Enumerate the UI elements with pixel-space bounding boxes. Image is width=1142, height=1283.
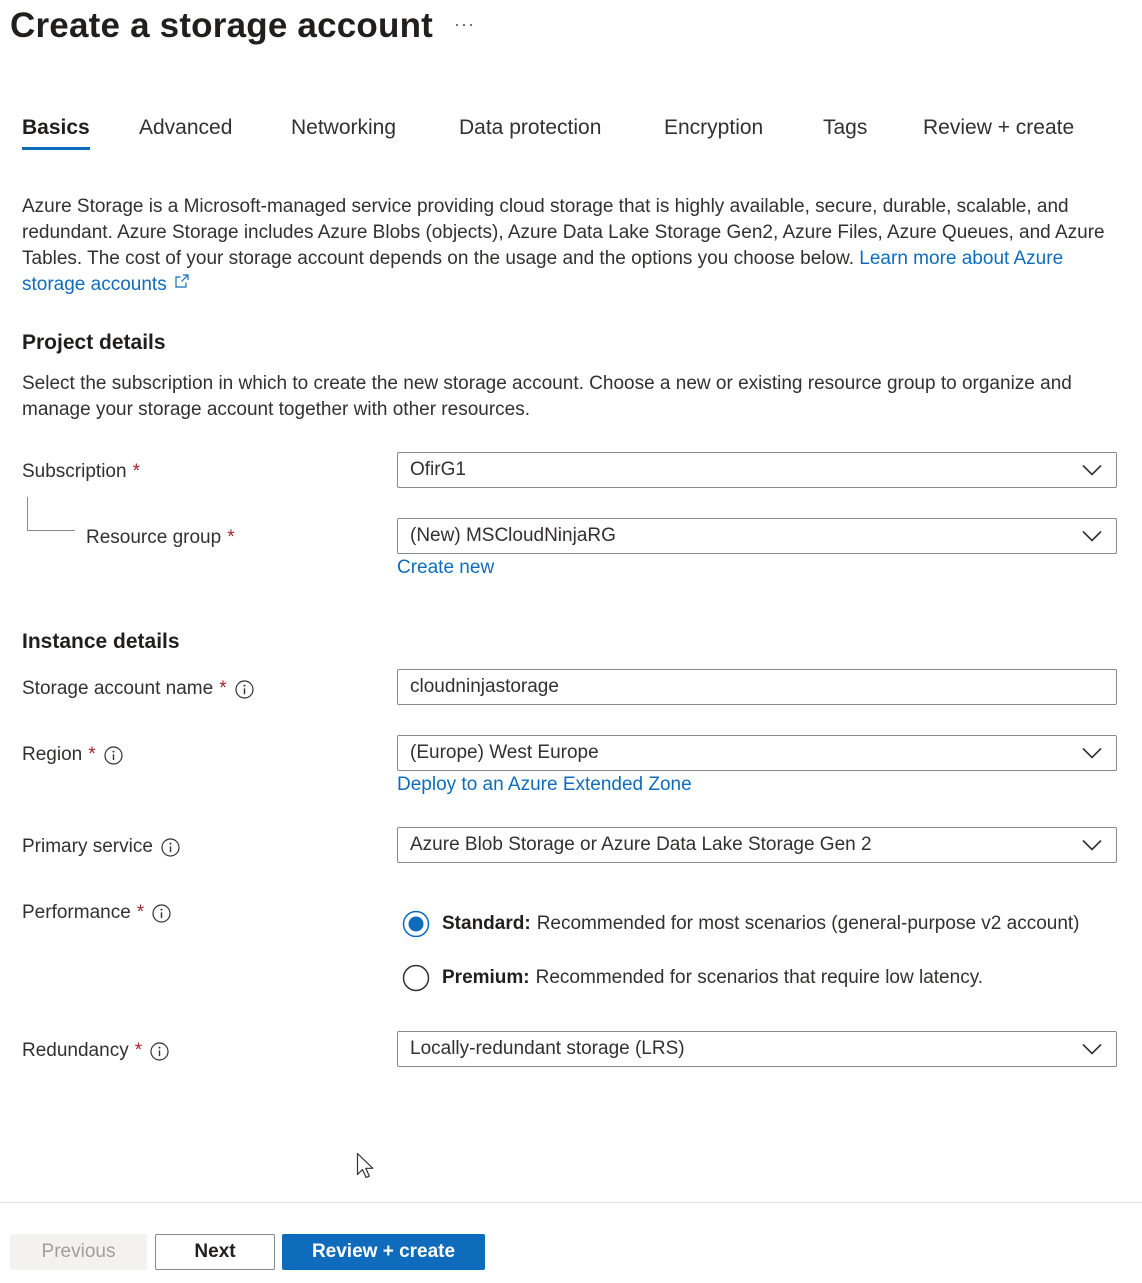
- radio-selected-icon: [402, 910, 430, 938]
- radio-unselected-icon: [402, 964, 430, 992]
- project-details-description: Select the subscription in which to create the new storage account. Choose a new or existing resource group to organize and manage your storage account together with other resources.: [22, 373, 1072, 420]
- resource-group-label: Resource group *: [86, 527, 235, 548]
- primary-service-dropdown[interactable]: Azure Blob Storage or Azure Data Lake Storage Gen 2: [397, 827, 1117, 863]
- more-options-icon[interactable]: ···: [454, 14, 475, 34]
- page-title: Create a storage account: [10, 6, 434, 45]
- performance-premium-radio[interactable]: Premium: Recommended for scenarios that require low latency.: [402, 964, 983, 992]
- chevron-down-icon: [1082, 1043, 1102, 1055]
- performance-standard-radio[interactable]: Standard: Recommended for most scenarios (general-purpose v2 account): [402, 910, 1080, 938]
- chevron-down-icon: [1082, 530, 1102, 542]
- tab-networking[interactable]: Networking: [291, 116, 397, 139]
- region-label: Region *: [22, 744, 123, 766]
- info-icon[interactable]: [150, 1042, 169, 1061]
- required-marker: *: [219, 678, 227, 699]
- info-icon[interactable]: [235, 680, 254, 699]
- region-dropdown[interactable]: (Europe) West Europe: [397, 735, 1117, 771]
- create-new-link[interactable]: Create new: [397, 557, 495, 578]
- learn-more-link[interactable]: Learn more about Azure storage accounts: [22, 248, 1064, 295]
- resource-group-dropdown[interactable]: (New) MSCloudNinjaRG: [397, 518, 1117, 554]
- tab-tags[interactable]: Tags: [823, 116, 868, 139]
- project-details-heading: Project details: [22, 331, 166, 354]
- performance-label: Performance *: [22, 902, 171, 924]
- subscription-label: Subscription *: [22, 461, 140, 482]
- external-link-icon: [175, 274, 189, 288]
- chevron-down-icon: [1082, 747, 1102, 759]
- tree-connector: [27, 497, 75, 531]
- extended-zone-link[interactable]: Deploy to an Azure Extended Zone: [397, 774, 692, 795]
- chevron-down-icon: [1082, 464, 1102, 476]
- intro-paragraph: [22, 194, 1122, 298]
- tab-encryption[interactable]: Encryption: [664, 116, 764, 139]
- next-button[interactable]: Next: [155, 1234, 275, 1270]
- footer-divider: [0, 1202, 1142, 1203]
- info-icon[interactable]: [152, 904, 171, 923]
- redundancy-dropdown[interactable]: Locally-redundant storage (LRS): [397, 1031, 1117, 1067]
- redundancy-label: Redundancy *: [22, 1040, 169, 1062]
- mouse-cursor-icon: [356, 1152, 376, 1180]
- tab-basics[interactable]: Basics: [22, 116, 90, 150]
- primary-service-label: Primary service: [22, 836, 180, 858]
- required-marker: *: [88, 744, 96, 765]
- intro-text: Azure Storage is a Microsoft-managed service providing cloud storage that is highly available, secure, durable, scalable, and redundant. Azure Storage includes Azure Blobs (objects), Azure Data Lake Storage Gen2, Azure Files, Azure Queues, and Azure Tables. The cost of your storage account depends on the usage and the options you choose below.: [22, 196, 1105, 269]
- previous-button[interactable]: Previous: [10, 1234, 147, 1270]
- info-icon[interactable]: [161, 838, 180, 857]
- required-marker: *: [136, 902, 145, 923]
- info-icon[interactable]: [104, 746, 123, 765]
- review-create-button[interactable]: Review + create: [282, 1234, 485, 1270]
- required-marker: *: [227, 527, 235, 548]
- required-marker: *: [134, 1040, 143, 1061]
- subscription-dropdown[interactable]: OfirG1: [397, 452, 1117, 488]
- required-marker: *: [132, 461, 140, 482]
- storage-account-name-input[interactable]: [397, 669, 1117, 705]
- storage-account-name-label: Storage account name *: [22, 678, 254, 700]
- tab-advanced[interactable]: Advanced: [139, 116, 233, 139]
- tab-data-protection[interactable]: Data protection: [459, 116, 602, 139]
- tab-review-create[interactable]: Review + create: [923, 116, 1075, 139]
- chevron-down-icon: [1082, 839, 1102, 851]
- instance-details-heading: Instance details: [22, 630, 180, 653]
